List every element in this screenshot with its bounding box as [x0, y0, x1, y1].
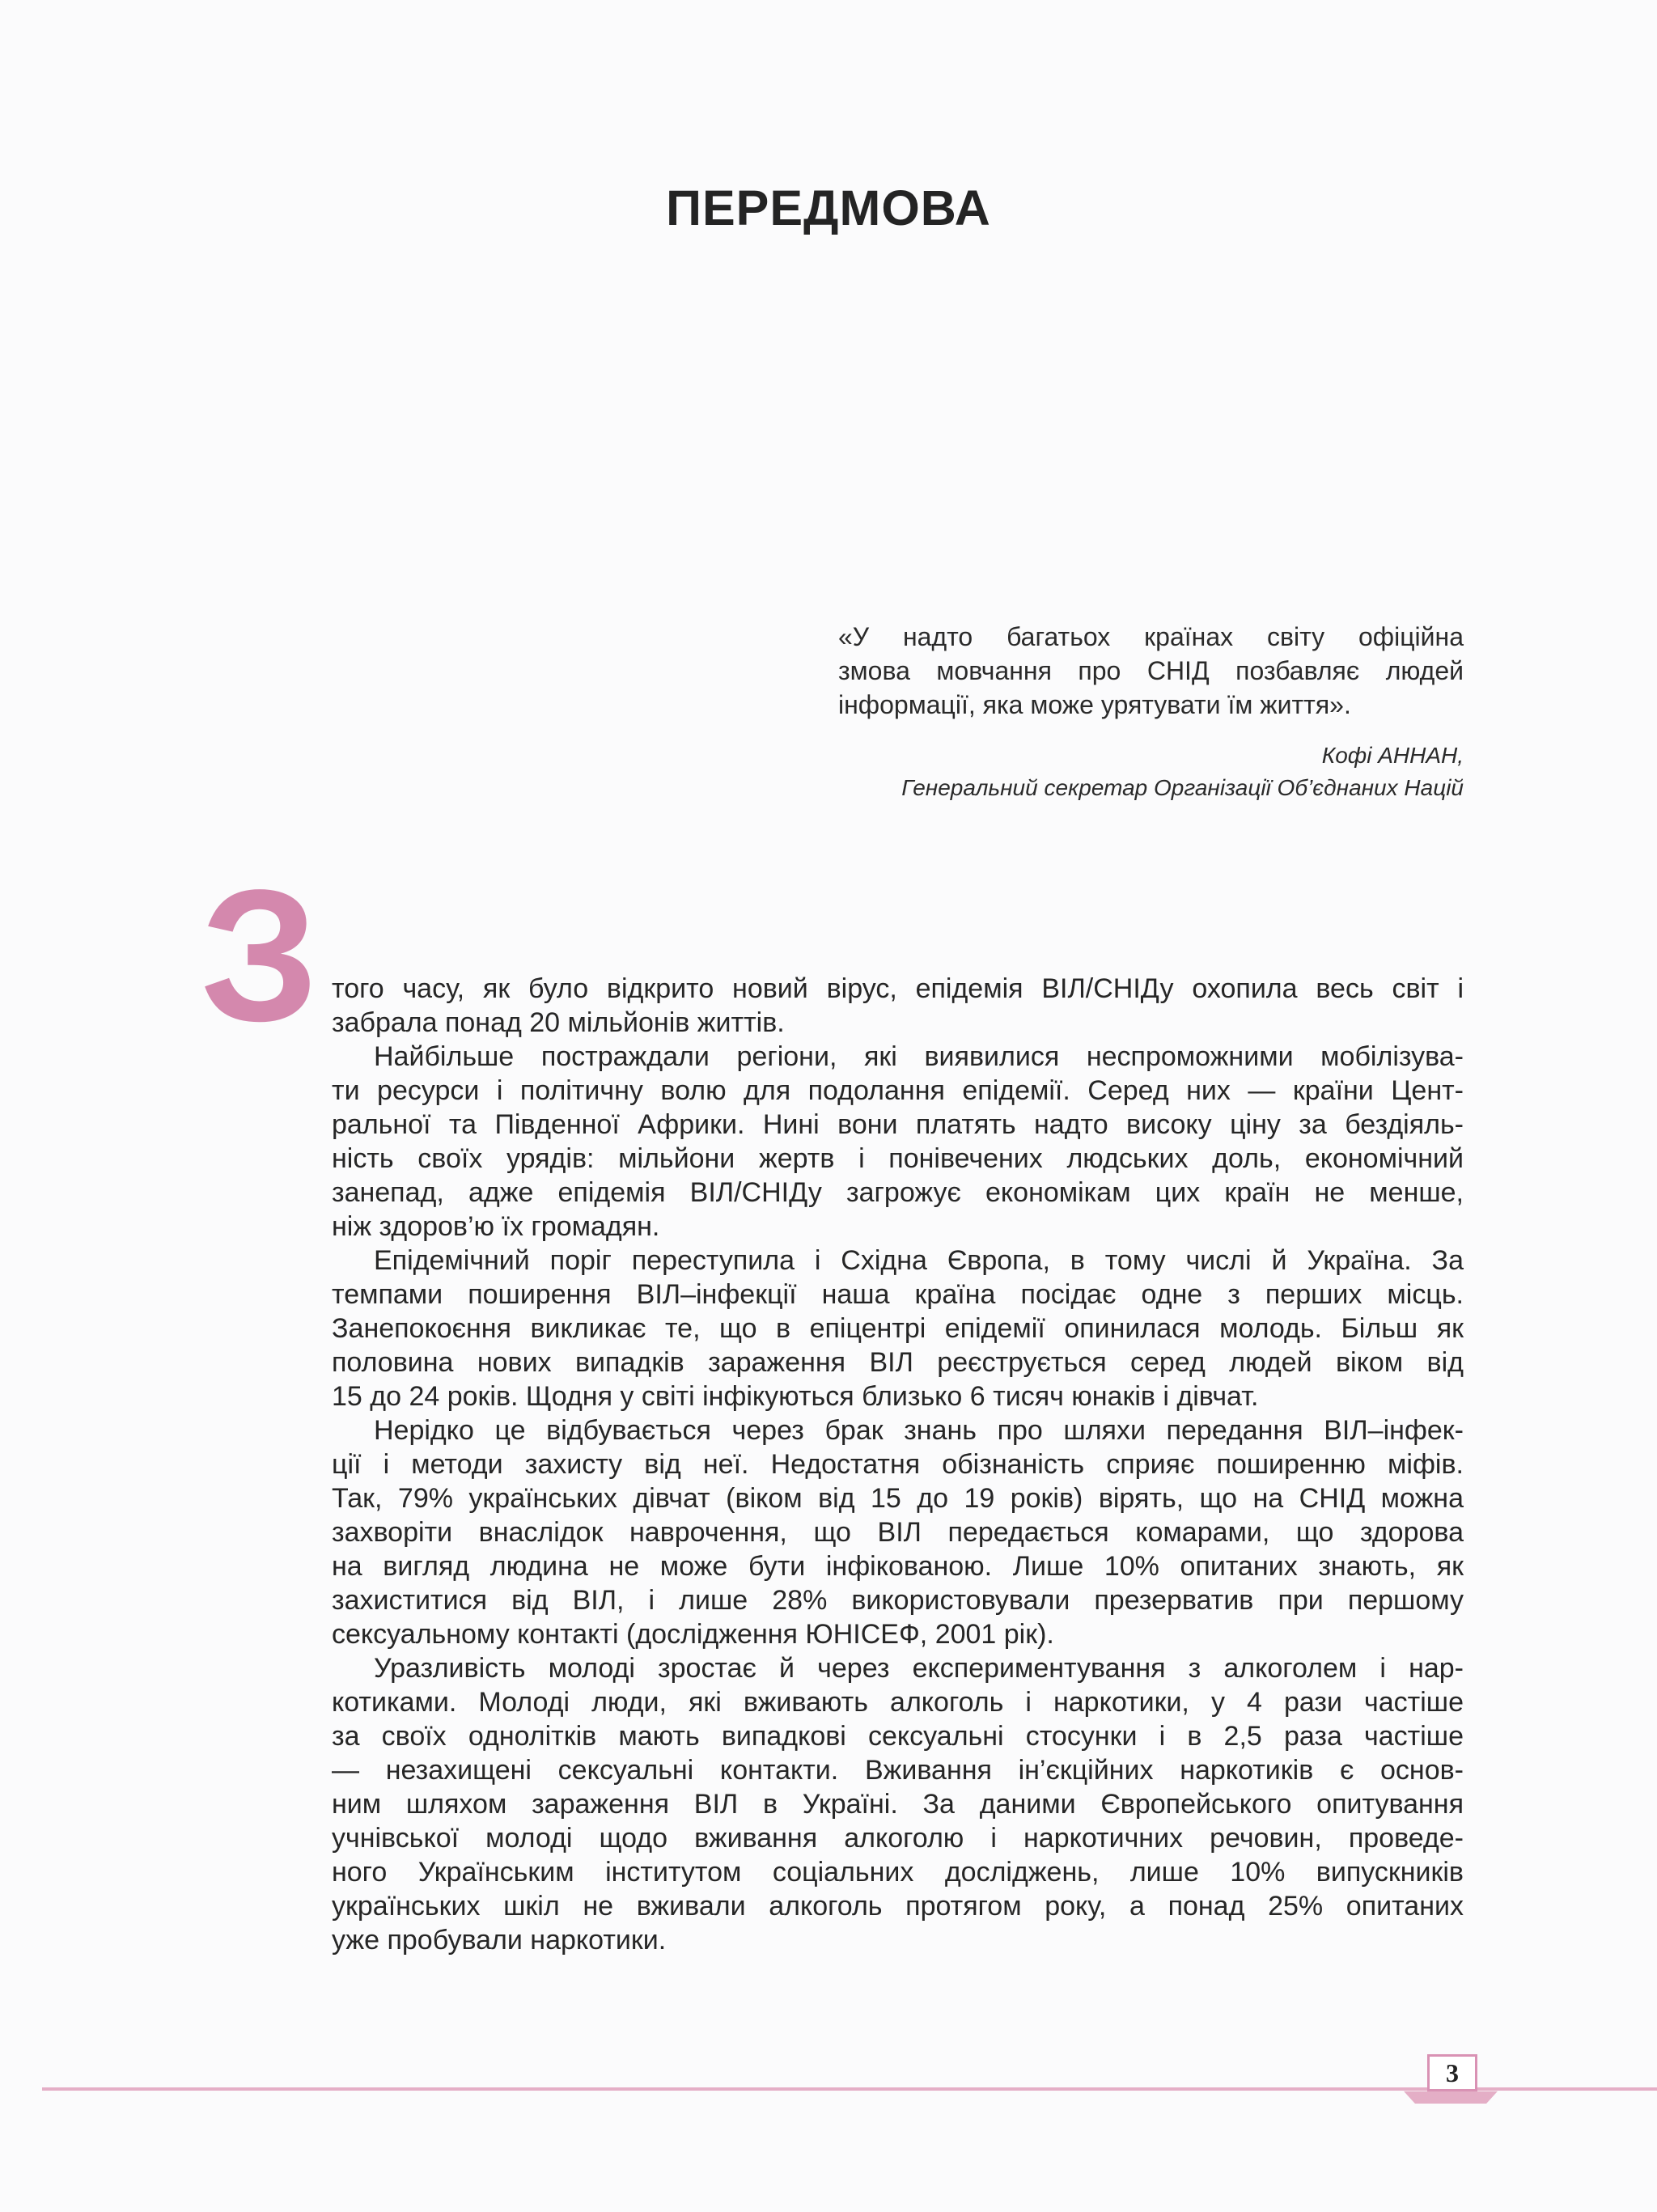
epigraph-line: змова мовчання про СНІД позбавляє людей	[838, 656, 1464, 685]
body-line: — незахищені сексуальні контакти. Вживання ін’єкційних наркотиків є основ-	[332, 1755, 1464, 1786]
epigraph-author: Кофі АННАН,	[1321, 743, 1464, 768]
page-number: 3	[1427, 2054, 1477, 2091]
body-line: того часу, як було відкрито новий вірус, епідемія ВІЛ/СНІДу охопила весь світ і	[332, 973, 1464, 1004]
body-line: сексуальному контакті (дослідження ЮНІСЕФ, 2001 рік).	[332, 1619, 1054, 1650]
epigraph-author-title: Генеральний секретар Організації Об’єднаних Націй	[901, 775, 1464, 800]
body-line: ність своїх урядів: мільйони жертв і понівечених людських доль, економічний	[332, 1143, 1464, 1174]
epigraph-line: «У надто багатьох країнах світу офіційна	[838, 622, 1464, 651]
body-line: ти ресурси і політичну волю для подолання епідемії. Серед них — країни Цент-	[332, 1075, 1464, 1106]
body-line: Найбільше постраждали регіони, які виявилися неспроможними мобілізува-	[374, 1041, 1464, 1072]
epigraph-quote	[838, 620, 1464, 722]
body-line: 15 до 24 років. Щодня у світі інфікуються близько 6 тисяч юнаків і дівчат.	[332, 1381, 1259, 1412]
body-line: Так, 79% українських дівчат (віком від 15 до 19 років) вірять, що на СНІД можна	[332, 1483, 1464, 1514]
body-line: ральної та Південної Африки. Нині вони платять надто високу ціну за бездіяль-	[332, 1109, 1464, 1140]
page-title: ПЕРЕДМОВА	[666, 180, 991, 235]
body-line: на вигляд людина не може бути інфікованою. Лише 10% опитаних знають, як	[332, 1551, 1464, 1582]
body-line: Епідемічний поріг переступила і Східна Європа, в тому числі й Україна. За	[374, 1245, 1464, 1276]
body-line: ції і методи захисту від неї. Недостатня обізнаність сприяє поширенню міфів.	[332, 1449, 1464, 1480]
body-line: темпами поширення ВІЛ–інфекції наша країна посідає одне з перших місць.	[332, 1279, 1464, 1310]
body-line: Занепокоєння викликає те, що в епіцентрі епідемії опинилася молодь. Більш як	[332, 1313, 1464, 1344]
body-line: українських шкіл не вживали алкоголь протягом року, а понад 25% опитаних	[332, 1891, 1464, 1922]
body-line: учнівської молоді щодо вживання алкоголю і наркотичних речовин, проведе-	[332, 1823, 1464, 1854]
body-line: захиститися від ВІЛ, і лише 28% використовували презерватив при першому	[332, 1585, 1464, 1616]
footer-rule	[42, 2087, 1657, 2091]
body-line: уже пробували наркотики.	[332, 1925, 667, 1956]
body-line: ного Українським інститутом соціальних досліджень, лише 10% випускників	[332, 1857, 1464, 1888]
body-line: Уразливість молоді зростає й через експериментування з алкоголем і нар-	[374, 1653, 1464, 1684]
epigraph-attribution	[728, 739, 1464, 804]
body-line: половина нових випадків зараження ВІЛ реєструється серед людей віком від	[332, 1347, 1464, 1378]
body-line: занепад, адже епідемія ВІЛ/СНІДу загрожує економікам цих країн не менше,	[332, 1177, 1464, 1208]
epigraph-line: інформації, яка може урятувати їм життя».	[838, 690, 1351, 719]
body-line: Нерідко це відбувається через брак знань про шляхи передання ВІЛ–інфек-	[374, 1415, 1464, 1446]
body-line: ним шляхом зараження ВІЛ в Україні. За даними Європейського опитування	[332, 1789, 1464, 1820]
drop-cap: З	[201, 851, 319, 1061]
body-line: за своїх однолітків мають випадкові сексуальні стосунки і в 2,5 раза частіше	[332, 1721, 1464, 1752]
body-line: забрала понад 20 мільйонів життів.	[332, 1007, 785, 1038]
body-line: захворіти внаслідок наврочення, що ВІЛ передається комарами, що здорова	[332, 1517, 1464, 1548]
body-line: ніж здоров’ю їх громадян.	[332, 1211, 660, 1242]
body-line: котиками. Молоді люди, які вживають алкоголь і наркотики, у 4 рази частіше	[332, 1687, 1464, 1718]
body-text	[332, 972, 1464, 1957]
